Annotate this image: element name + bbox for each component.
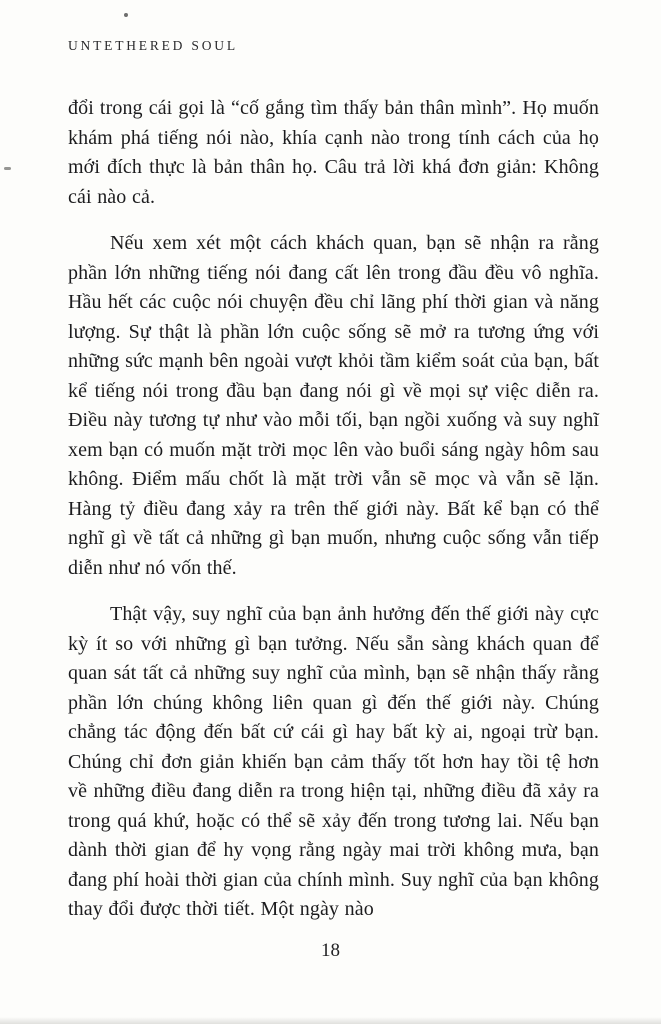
paragraph: Thật vậy, suy nghĩ của bạn ảnh hưởng đến thế giới này cực kỳ ít so với những gì bạn tưởng. Nếu sẵn sàng khách quan để quan sát tất cả những suy nghĩ của mình, bạn sẽ nhận thấy rằng phần lớn chúng không liên quan gì đến thế giới này. Chúng chẳng tác động đến bất cứ cái gì hay bất kỳ ai, ngoại trừ bạn. Chúng chỉ đơn giản khiến bạn cảm thấy tốt hơn hay tồi tệ hơn về những điều đang diễn ra trong hiện tại, những điều đã xảy ra trong quá khứ, hoặc có thể sẽ xảy đến trong tương lai. Nếu bạn dành thời gian để hy vọng rằng ngày mai trời không mưa, bạn đang phí hoài thời gian của chính mình. Suy nghĩ của bạn không thay đổi được thời tiết. Một ngày nào <box>68 603 599 920</box>
paragraph: Nếu xem xét một cách khách quan, bạn sẽ nhận ra rằng phần lớn những tiếng nói đang cất lên trong đầu đều vô nghĩa. Hầu hết các cuộc nói chuyện đều chỉ lãng phí thời gian và năng lượng. Sự thật là phần lớn cuộc sống sẽ mở ra tương ứng với những sức mạnh bên ngoài vượt khỏi tầm kiểm soát của bạn, bất kể tiếng nói trong đầu bạn đang nói gì về mọi sự việc diễn ra. Điều này tương tự như vào mỗi tối, bạn ngồi xuống và suy nghĩ xem bạn có muốn mặt trời mọc lên vào buổi sáng ngày hôm sau không. Điểm mấu chốt là mặt trời vẫn sẽ mọc và vẫn sẽ lặn. Hàng tỷ điều đang xảy ra trên thế giới này. Bất kể bạn có thể nghĩ gì về tất cả những gì bạn muốn, nhưng cuộc sống vẫn tiếp diễn như nó vốn thế. <box>68 232 599 579</box>
running-header: UNTETHERED SOUL <box>68 38 238 53</box>
paragraph: đổi trong cái gọi là “cố gắng tìm thấy bản thân mình”. Họ muốn khám phá tiếng nói nào, khía cạnh nào trong tính cách của họ mới đích thực là bản thân họ. Câu trả lời khá đơn giản: Không cái nào cả. <box>68 97 599 208</box>
ink-speck <box>4 167 11 170</box>
page-number: 18 <box>321 940 340 961</box>
scan-shadow <box>0 1017 661 1024</box>
body-text <box>68 94 599 925</box>
ink-speck <box>124 13 128 17</box>
